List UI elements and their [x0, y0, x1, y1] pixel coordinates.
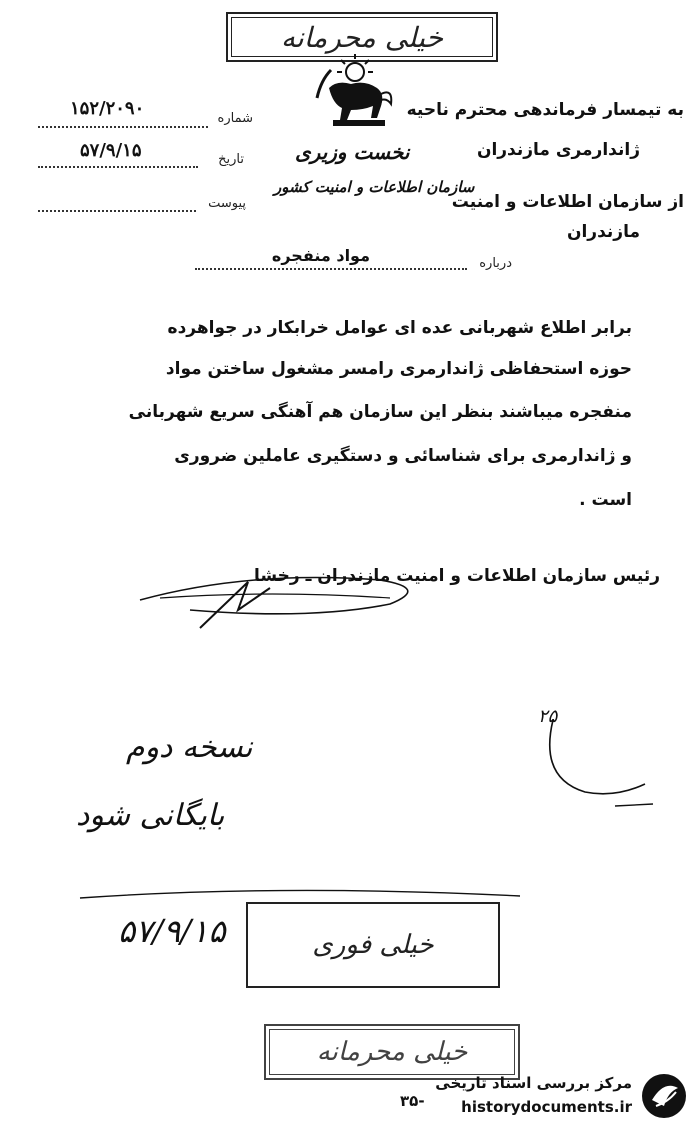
- body-line-4: و ژاندارمری برای شناسائی و دستگیری عاملین ضروری: [174, 446, 632, 466]
- to-line1: به تیمسار فرماندهی محترم ناحیه: [406, 100, 684, 120]
- to-line2: ژاندارمری مازندران: [476, 140, 640, 160]
- margin-flourish: [545, 718, 655, 828]
- subject-underline: [195, 268, 467, 270]
- body-line-1: برابر اطلاع شهربانی عده ای عوامل خرابکار در جواهرده: [167, 318, 632, 338]
- signature-title: رئیس سازمان اطلاعات و امنیت مازندران ـ رخشا: [253, 566, 660, 586]
- attachment-label: پیوست: [208, 196, 246, 211]
- margin-mark: ۲۵: [538, 706, 558, 727]
- attachment-underline: [38, 210, 196, 212]
- urgent-stamp-text: خیلی فوری: [312, 930, 434, 960]
- classification-stamp-top-text: خیلی محرمانه: [280, 20, 444, 54]
- body-line-3: منفجره میباشند بنظر این سازمان هم آهنگی سریع شهربانی: [128, 402, 632, 422]
- classification-stamp-bottom-text: خیلی محرمانه: [316, 1037, 468, 1067]
- from-line2: مازندران: [566, 222, 640, 242]
- date-value: ۵۷/۹/۱۵: [80, 140, 142, 161]
- watermark-logo-icon: [638, 1070, 690, 1122]
- page-code: -۳۵: [400, 1092, 425, 1110]
- urgent-stamp: [246, 902, 500, 988]
- handwritten-note-line1: نسخه دوم: [126, 730, 253, 765]
- lion-and-sun-emblem-icon: [307, 58, 397, 138]
- handwritten-note-line2: بایگانی شود: [76, 798, 225, 833]
- emblem-text-line1: نخست وزیری: [295, 140, 410, 164]
- classification-stamp-bottom: [264, 1024, 520, 1080]
- watermark-name: مرکز بررسی اسناد تاریخی: [435, 1074, 632, 1092]
- watermark-url: historydocuments.ir: [461, 1098, 632, 1116]
- subject-value: مواد منفجره: [271, 246, 370, 265]
- body-line-5: است .: [579, 490, 632, 510]
- emblem-text-line2: سازمان اطلاعات و امنیت کشور: [274, 178, 475, 196]
- number-value: ۱۵۲/۲۰۹۰: [70, 98, 145, 119]
- date-underline: [38, 166, 198, 168]
- handwritten-date: ۵۷/۹/۱۵: [118, 912, 226, 950]
- body-line-2: حوزه استحفاظی ژاندارمری رامسر مشغول ساختن مواد: [165, 359, 632, 379]
- date-label: تاریخ: [218, 152, 244, 167]
- from-line1: از سازمان اطلاعات و امنیت: [451, 192, 684, 212]
- subject-label: درباره: [479, 256, 512, 271]
- classification-stamp-top: [226, 12, 498, 62]
- number-label: شماره: [217, 111, 253, 126]
- number-underline: [38, 126, 208, 128]
- signature-scribble: [130, 560, 450, 630]
